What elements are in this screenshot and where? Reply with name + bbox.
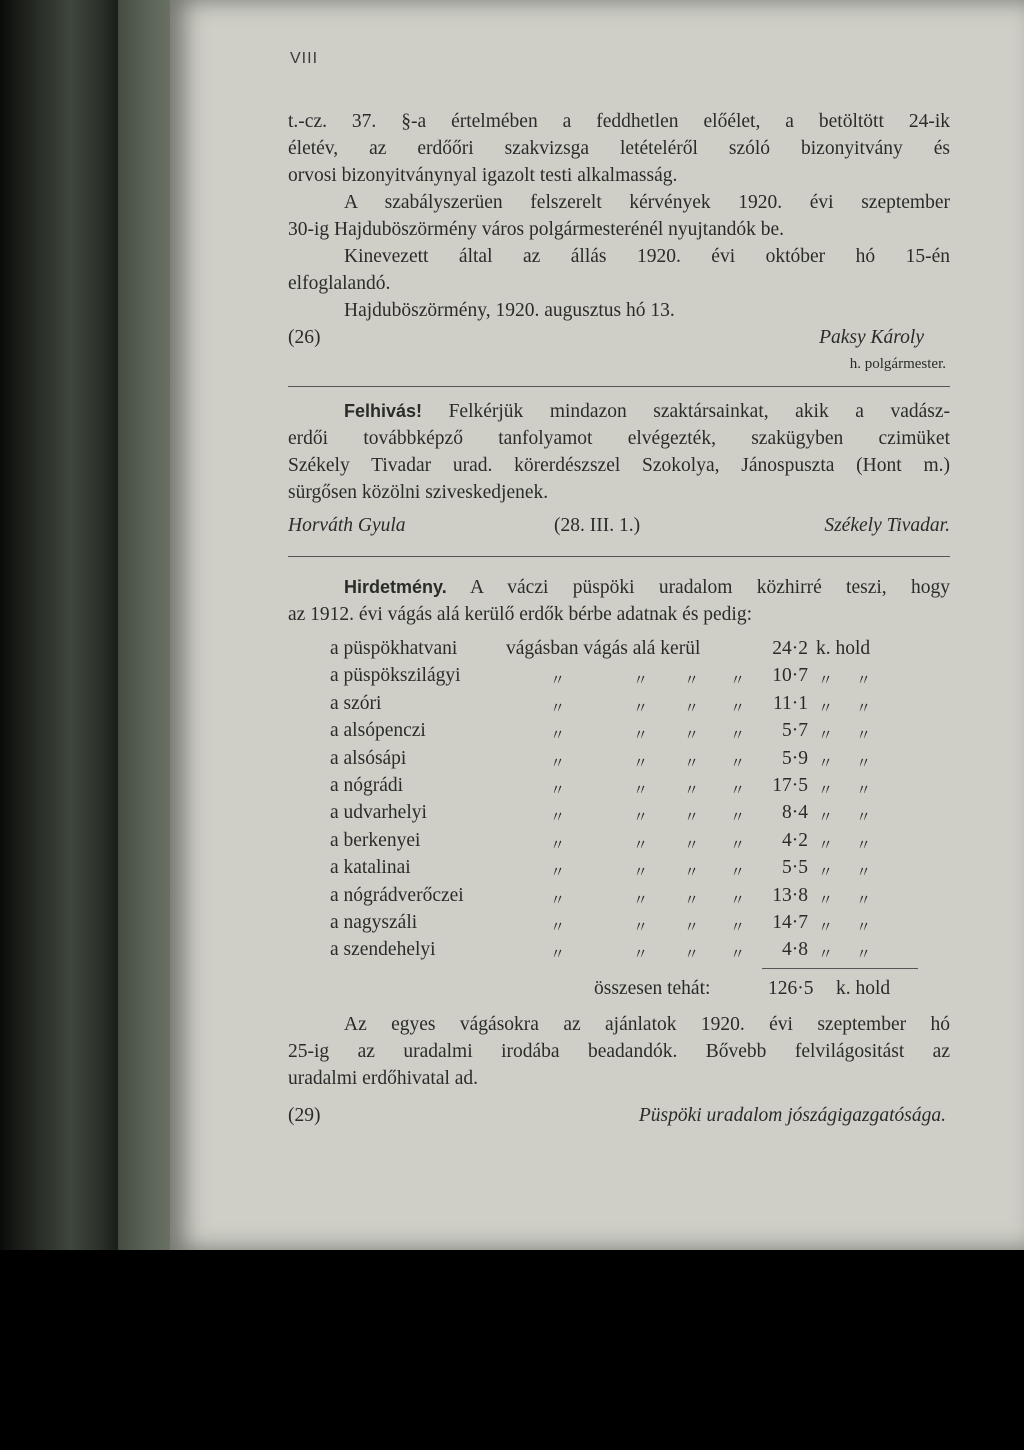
ditto-mark: 〃: [550, 673, 566, 690]
forest-name: a udvarhelyi: [330, 802, 427, 824]
table-row: [330, 912, 930, 939]
ditto-mark: 〃: [730, 919, 746, 936]
text-line: 25-ig az uradalmi irodába beadandók. Bővebb felvilágositást az: [288, 1041, 950, 1062]
ditto-mark: 〃: [633, 837, 649, 854]
notice-call: [288, 398, 950, 539]
table-row: [330, 939, 930, 966]
ditto-mark: 〃: [856, 865, 872, 882]
binding-edge: [118, 0, 178, 1250]
text-line: 30-ig Hajduböszörmény város polgármesterénél nyujtandók be.: [288, 219, 785, 240]
table-row: [330, 857, 930, 884]
text-line: erdői továbbképző tanfolyamot elvégezték, szakügyben czimüket: [288, 428, 950, 449]
table-row: [330, 802, 930, 829]
ditto-mark: 〃: [684, 728, 700, 745]
ditto-mark: 〃: [633, 919, 649, 936]
area-value: 4·8: [782, 939, 808, 961]
ditto-mark: 〃: [856, 892, 872, 909]
ditto-mark: 〃: [633, 755, 649, 772]
signer-name: Püspöki uradalom jószágigazgatósága.: [638, 1105, 946, 1126]
ditto-mark: 〃: [684, 892, 700, 909]
forest-name: a püspökhatvani: [330, 638, 458, 659]
area-value: 13·8: [772, 884, 808, 906]
forest-name: a nógrádverőczei: [330, 884, 464, 906]
ditto-mark: 〃: [550, 892, 566, 909]
divider: [288, 386, 950, 387]
ditto-mark: 〃: [730, 755, 746, 772]
notice-heading: Hirdetmény.: [344, 577, 447, 597]
ditto-mark: 〃: [550, 728, 566, 745]
text-line: Az egyes vágásokra az ajánlatok 1920. évi szeptember hó: [344, 1014, 950, 1035]
closing-paragraph: [288, 1011, 950, 1129]
text-line: orvosi bizonyitványnyal igazolt testi alkalmasság.: [288, 165, 678, 186]
ditto-mark: 〃: [730, 865, 746, 882]
ditto-mark: 〃: [856, 782, 872, 799]
ditto-mark: 〃: [730, 673, 746, 690]
area-value: 5·5: [782, 857, 808, 879]
ditto-mark: 〃: [818, 673, 834, 690]
text-line: uradalmi erdőhivatal ad.: [288, 1068, 479, 1089]
signer-title: h. polgármester.: [849, 356, 946, 372]
notice-date: (28. III. 1.): [554, 515, 641, 536]
forest-name: a nagyszáli: [330, 911, 418, 933]
ditto-mark: 〃: [856, 755, 872, 772]
area-value: 14·7: [772, 911, 808, 933]
area-value: 4·2: [782, 829, 808, 851]
text-line: Hirdetmény. A váczi püspöki uradalom közhirré teszi, hogy: [344, 577, 950, 598]
area-value: 5·9: [782, 747, 808, 769]
signer-title-row: [288, 351, 950, 373]
reference-number: (29): [288, 1105, 321, 1126]
area-value: 11·1: [772, 692, 808, 714]
ditto-mark: 〃: [684, 810, 700, 827]
ditto-mark: 〃: [856, 700, 872, 717]
ditto-mark: 〃: [684, 947, 700, 964]
ditto-mark: 〃: [730, 700, 746, 717]
signer-name: Paksy Károly: [819, 327, 924, 348]
text-line: elfoglalandó.: [288, 273, 391, 294]
forest-name: a berkenyei: [330, 829, 421, 851]
area-value: 5·7: [782, 720, 808, 742]
total-block: [288, 975, 950, 1002]
place-date: Hajduböszörmény, 1920. augusztus hó 13.: [344, 300, 675, 321]
ditto-mark: 〃: [550, 810, 566, 827]
ditto-mark: 〃: [818, 810, 834, 827]
ditto-mark: 〃: [633, 892, 649, 909]
area-value: 17·5: [772, 774, 808, 796]
ditto-mark: 〃: [818, 919, 834, 936]
ditto-mark: 〃: [684, 673, 700, 690]
area-value: 8·4: [782, 802, 808, 824]
signature-row: [288, 1102, 950, 1129]
ditto-mark: 〃: [730, 837, 746, 854]
notice-forest-guard: [288, 108, 950, 373]
signature-row: [288, 512, 950, 539]
divider: [288, 556, 950, 557]
forest-name: a alsópenczi: [330, 720, 426, 742]
text-line: sürgősen közölni sziveskedjenek.: [288, 482, 549, 503]
right-signer: Székely Tivadar.: [824, 515, 950, 536]
text-line: életév, az erdőőri szakvizsga letételéről szóló bizonyitvány és: [288, 138, 950, 159]
ditto-mark: 〃: [633, 782, 649, 799]
ditto-mark: 〃: [856, 728, 872, 745]
ditto-mark: 〃: [856, 837, 872, 854]
table-row: [330, 775, 930, 802]
forest-name: a katalinai: [330, 857, 411, 879]
ditto-mark: 〃: [550, 700, 566, 717]
text-line: A szabályszerüen felszerelt kérvények 1920. évi szeptember: [344, 192, 950, 213]
text-line: Kinevezett által az állás 1920. évi október hó 15-én: [344, 246, 950, 267]
table-row: [330, 638, 930, 665]
forest-table: [330, 638, 930, 967]
ditto-mark: 〃: [818, 782, 834, 799]
table-row: [330, 748, 930, 775]
ditto-mark: 〃: [856, 919, 872, 936]
ditto-mark: 〃: [684, 837, 700, 854]
ditto-mark: 〃: [856, 673, 872, 690]
ditto-mark: 〃: [730, 782, 746, 799]
ditto-mark: 〃: [856, 810, 872, 827]
forest-name: a szóri: [330, 692, 382, 714]
total-unit: k. hold: [836, 978, 891, 999]
text-line: az 1912. évi vágás alá kerülő erdők bérbe adatnak és pedig:: [288, 604, 753, 625]
ditto-mark: 〃: [633, 673, 649, 690]
ditto-mark: 〃: [550, 755, 566, 772]
ditto-mark: 〃: [730, 810, 746, 827]
book-spine: [0, 0, 118, 1450]
text-line: t.-cz. 37. §-a értelmében a feddhetlen előélet, a betöltött 24-ik: [288, 111, 950, 132]
ditto-mark: 〃: [818, 837, 834, 854]
ditto-mark: 〃: [633, 810, 649, 827]
total-value: 126·5: [768, 978, 814, 999]
ditto-mark: 〃: [633, 728, 649, 745]
ditto-mark: 〃: [684, 700, 700, 717]
ditto-mark: 〃: [818, 700, 834, 717]
forest-name: a szendehelyi: [330, 939, 436, 961]
reference-number: (26): [288, 327, 321, 348]
area-value: 24·2: [772, 638, 808, 659]
ditto-mark: 〃: [818, 947, 834, 964]
total-row: [288, 975, 950, 1002]
notice-heading: Felhivás!: [344, 401, 423, 421]
ditto-mark: 〃: [684, 919, 700, 936]
notice-announcement: [288, 574, 950, 628]
table-row: [330, 830, 930, 857]
ditto-mark: 〃: [818, 865, 834, 882]
page-number: VIII: [290, 50, 319, 67]
ditto-mark: 〃: [818, 728, 834, 745]
ditto-mark: 〃: [684, 782, 700, 799]
ditto-mark: 〃: [550, 837, 566, 854]
sum-rule: [762, 968, 918, 969]
total-label: összesen tehát:: [594, 978, 711, 999]
ditto-mark: 〃: [684, 865, 700, 882]
left-signer: Horváth Gyula: [288, 515, 406, 536]
ditto-mark: 〃: [684, 755, 700, 772]
forest-name: a püspökszilágyi: [330, 665, 461, 687]
table-row: [330, 720, 930, 747]
text-line: Felhivás! Felkérjük mindazon szaktársainkat, akik a vadász-: [344, 401, 951, 422]
row-caption: vágásban vágás alá kerül: [506, 638, 701, 659]
background-bottom: [0, 1250, 1024, 1450]
table-row: [330, 665, 930, 692]
text-line: Székely Tivadar urad. körerdészszel Szokolya, Jánospuszta (Hont m.): [288, 455, 950, 476]
unit-label: k. hold: [816, 638, 871, 659]
ditto-mark: 〃: [730, 728, 746, 745]
ditto-mark: 〃: [550, 947, 566, 964]
area-value: 10·7: [772, 665, 808, 687]
table-row: [330, 693, 930, 720]
ditto-mark: 〃: [633, 700, 649, 717]
forest-name: a alsósápi: [330, 747, 407, 769]
book-page: [170, 0, 1024, 1250]
table-row: [330, 885, 930, 912]
ditto-mark: 〃: [633, 865, 649, 882]
ditto-mark: 〃: [856, 947, 872, 964]
signature-row: [288, 324, 950, 351]
ditto-mark: 〃: [730, 947, 746, 964]
ditto-mark: 〃: [550, 865, 566, 882]
ditto-mark: 〃: [550, 919, 566, 936]
ditto-mark: 〃: [818, 892, 834, 909]
forest-name: a nógrádi: [330, 774, 404, 796]
ditto-mark: 〃: [633, 947, 649, 964]
ditto-mark: 〃: [818, 755, 834, 772]
ditto-mark: 〃: [550, 782, 566, 799]
ditto-mark: 〃: [730, 892, 746, 909]
